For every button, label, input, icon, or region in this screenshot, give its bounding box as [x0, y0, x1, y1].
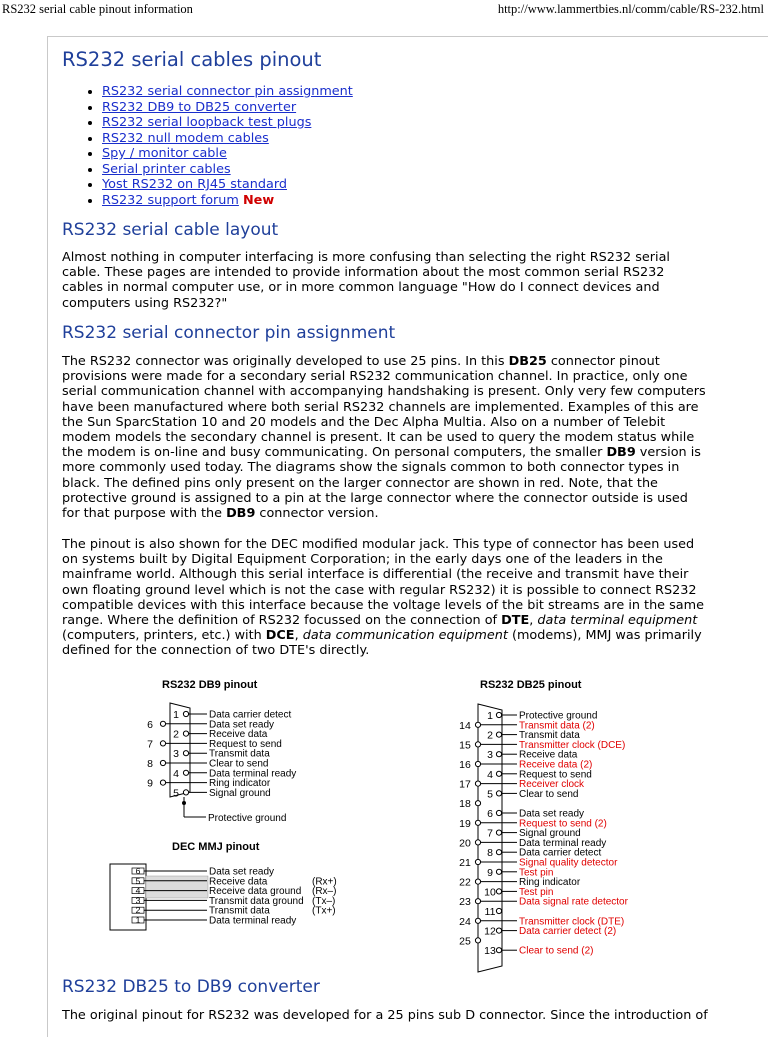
db9-pin	[183, 790, 188, 795]
db9-pin	[160, 780, 165, 785]
nav-link-db9-db25-converter[interactable]: RS232 DB9 to DB25 converter	[102, 99, 297, 115]
mmj-pin-label: Data terminal ready	[209, 915, 297, 927]
mmj-pin-number: 3	[135, 895, 141, 906]
db9-pin-number: 6	[147, 718, 153, 731]
db25-pin-label: Receive data (2)	[519, 759, 593, 771]
new-badge: New	[242, 192, 275, 208]
db9-pin-number: 9	[147, 777, 153, 790]
heading-cable-layout: RS232 serial cable layout	[62, 220, 279, 240]
db9-pin-number: 5	[173, 787, 179, 800]
db9-pin-label: Data set ready	[209, 719, 275, 731]
mmj-pin-label: Data set ready	[209, 866, 275, 878]
mmj-pinout-diagram	[110, 841, 337, 930]
db25-pin	[475, 840, 480, 845]
db25-pin-number: 24	[459, 915, 471, 928]
db25-pin	[475, 761, 480, 766]
db25-pin-number: 3	[487, 749, 493, 762]
db25-pinout-diagram	[459, 679, 628, 972]
db25-pin-label: Data carrier detect	[519, 847, 602, 859]
db25-pin-number: 17	[459, 778, 471, 791]
db25-pin	[496, 771, 501, 776]
db9-pin-label: Transmit data	[209, 748, 270, 760]
db9-pin	[160, 741, 165, 746]
page-title: RS232 serial cables pinout	[62, 48, 322, 71]
db9-pin	[160, 721, 165, 726]
mmj-pin-number: 5	[135, 875, 141, 886]
nav-link-null-modem[interactable]: RS232 null modem cables	[102, 130, 269, 146]
mmj-title: DEC MMJ pinout	[172, 841, 260, 853]
db25-pin-number: 2	[487, 729, 493, 742]
heading-db25-db9-converter: RS232 DB25 to DB9 converter	[62, 977, 320, 997]
db25-pin-number: 13	[484, 945, 496, 958]
db25-pin	[475, 722, 480, 727]
db25-pin	[496, 830, 501, 835]
db25-pin-number: 19	[459, 817, 471, 830]
db25-pin-number: 14	[459, 719, 471, 732]
db25-pin	[475, 938, 480, 943]
db9-ground-label: Protective ground	[208, 813, 287, 824]
db9-pin-label: Data carrier detect	[209, 709, 292, 721]
nav-link-spy-monitor[interactable]: Spy / monitor cable	[102, 146, 227, 161]
db25-pin	[496, 948, 501, 953]
db9-pin-label: Request to send	[209, 738, 282, 750]
db25-pin-number: 15	[459, 739, 471, 752]
db9-pin-label: Clear to send	[209, 758, 269, 770]
db25-pin-number: 11	[484, 906, 496, 918]
page-url-header: http://www.lammertbies.nl/comm/cable/RS-232.html	[497, 2, 764, 16]
db25-pin	[496, 752, 501, 757]
db9-pin	[183, 770, 188, 775]
db9-pin-label: Receive data	[209, 729, 268, 741]
db9-pin	[183, 751, 188, 756]
paragraph-pin-assignment-2: The pinout is also shown for the DEC modified modular jack. This type of connector has been used on systems built by Digital Equipment Corporation; in the early days one of the leaders in the mainframe world. Although this serial interface is differential (the receive and transmit have their own floating ground level which is not the case with regular RS232) it is possible to connect RS232 compatible devices with this interface because the voltage levels of the bit streams are in the same range. Where the definition of RS232 focussed on the connection of DTE, data terminal equipment (computers, printers, etc.) with DCE, data communication equipment (modems), MMJ was primarily defined for the connection of two DTE's directly.	[62, 537, 704, 659]
db25-pin	[475, 899, 480, 904]
mmj-signal-tag: (Rx+)	[312, 876, 337, 888]
db25-title: RS232 DB25 pinout	[480, 679, 582, 691]
db25-pin-label: Transmitter clock (DTE)	[519, 916, 625, 928]
mmj-signal-tag: (Tx+)	[312, 905, 336, 917]
paragraph-pin-assignment-1: The RS232 connector was originally developed to use 25 pins. In this DB25 connector pinout provisions were made for a secondary serial RS232 communication channel. In practice, only one serial communication channel with accompanying handshaking is present. Only very few computers have been manufactured where both serial RS232 channels are implemented. Examples of this are the Sun SparcStation 10 and 20 models and the Dec Alpha Multia. Also on a number of Telebit modem models the secondary channel is present. It can be used to query the modem status while the modem is on-line and busy communicating. On personal computers, the smaller DB9 version is more commonly used today. The diagrams show the signals common to both connector types in black. The defined pins only present on the larger connector are shown in red. Note, that the protective ground is assigned to a pin at the large connector where the connector outside is used for that purpose with the DB9 connector version.	[62, 354, 706, 522]
db9-pin-label: Ring indicator	[209, 778, 271, 790]
db25-pin	[496, 869, 501, 874]
db25-pin-label: Ring indicator	[519, 877, 581, 889]
mmj-signal-tag: (Rx–)	[312, 886, 337, 898]
db25-pin	[496, 712, 501, 717]
db25-pin-number: 25	[459, 935, 471, 948]
db25-pin-number: 10	[484, 886, 496, 899]
db25-pin-number: 20	[459, 837, 471, 850]
db25-pin-label: Test pin	[519, 867, 554, 879]
mmj-pin-label: Receive data ground	[209, 886, 302, 898]
db25-pin	[475, 801, 480, 806]
db25-pin-label: Data set ready	[519, 808, 585, 820]
db25-pin-label: Data signal rate detector	[519, 896, 628, 908]
db25-pin-label: Request to send (2)	[519, 818, 607, 830]
db25-pin	[475, 742, 480, 747]
db25-pin-label: Data carrier detect (2)	[519, 926, 617, 938]
db9-pin-number: 8	[147, 758, 153, 770]
db9-ground-dot	[182, 801, 186, 805]
db9-pin-label: Signal ground	[209, 787, 271, 799]
db25-pin-label: Clear to send	[519, 788, 579, 800]
mmj-pin-number: 6	[135, 866, 141, 876]
db9-pinout-diagram	[147, 679, 296, 824]
mmj-pin-label: Receive data	[209, 876, 268, 888]
db25-pin-label: Transmit data	[519, 730, 580, 742]
db25-pin-number: 7	[487, 827, 493, 840]
db25-pin-number: 8	[487, 847, 493, 860]
db25-pin	[496, 732, 501, 737]
db25-pin-label: Receive data	[519, 749, 578, 761]
db25-pin	[496, 850, 501, 855]
db25-pin	[475, 918, 480, 923]
db9-pin	[183, 711, 188, 716]
nav-link-loopback-plugs[interactable]: RS232 serial loopback test plugs	[102, 115, 312, 130]
mmj-pin-number: 1	[135, 915, 141, 925]
db25-pin-number: 1	[487, 710, 493, 722]
db25-pin-label: Request to send	[519, 769, 592, 781]
db25-pin	[496, 791, 501, 796]
db25-pin-label: Data terminal ready	[519, 837, 607, 849]
db25-pin-label: Test pin	[519, 886, 554, 898]
db25-pin-number: 23	[459, 896, 471, 909]
nav-link-support-forum[interactable]: RS232 support forum	[102, 192, 239, 208]
mmj-pin-number: 2	[135, 905, 141, 916]
db25-pin	[475, 820, 480, 825]
mmj-key-tab	[146, 876, 208, 898]
db9-pin-number: 4	[173, 767, 179, 780]
db25-pin-number: 5	[487, 788, 493, 801]
db25-pin-label: Signal quality detector	[519, 857, 618, 869]
db25-pin	[496, 889, 501, 894]
db9-pin-label: Data terminal ready	[209, 768, 297, 780]
db25-pin-number: 6	[487, 808, 493, 820]
db25-pin	[496, 928, 501, 933]
paragraph-cable-layout: Almost nothing in computer interfacing is more confusing than selecting the right RS232 serial cable. These pages are intended to provide information about the most common serial RS232 cables in normal computer use, or in more common language "How do I connect devices and computers using RS232?"	[62, 250, 670, 311]
db25-pin-label: Receiver clock	[519, 779, 585, 791]
db25-pin-number: 22	[459, 876, 471, 889]
mmj-signal-tag: (Tx–)	[312, 895, 336, 907]
db25-pin-number: 4	[487, 768, 493, 781]
db25-pin-label: Clear to send (2)	[519, 945, 594, 957]
db25-pin-number: 18	[459, 798, 471, 811]
db25-pin-number: 21	[459, 857, 471, 869]
db25-pin-number: 16	[459, 759, 471, 771]
db9-title: RS232 DB9 pinout	[162, 679, 258, 691]
db25-pin	[475, 879, 480, 884]
db25-pin-number: 9	[487, 866, 493, 879]
nav-link-printer-cables[interactable]: Serial printer cables	[102, 161, 231, 177]
db25-pin	[496, 810, 501, 815]
db25-pin	[475, 781, 480, 786]
db9-pin-number: 7	[147, 738, 153, 751]
db25-pin-label: Protective ground	[519, 710, 598, 722]
db9-pin-number: 3	[173, 748, 179, 761]
heading-pin-assignment: RS232 serial connector pin assignment	[62, 323, 396, 343]
db25-pin	[496, 908, 501, 913]
paragraph-converter: The original pinout for RS232 was developed for a 25 pins sub D connector. Since the introduction of	[62, 1008, 708, 1023]
db25-pin-number: 12	[484, 925, 496, 938]
db25-pin-label: Transmitter clock (DCE)	[519, 739, 626, 751]
db25-pin	[475, 859, 480, 864]
mmj-pin-label: Transmit data ground	[209, 895, 304, 907]
db9-pin-number: 1	[173, 709, 179, 721]
db9-pin	[183, 731, 188, 736]
db25-pin-label: Signal ground	[519, 828, 581, 840]
nav-link-yost-rj45[interactable]: Yost RS232 on RJ45 standard	[102, 177, 287, 192]
mmj-pin-number: 4	[135, 885, 141, 896]
db25-pin-label: Transmit data (2)	[519, 720, 595, 732]
nav-link-pin-assignment[interactable]: RS232 serial connector pin assignment	[102, 84, 353, 99]
page-title-header: RS232 serial cable pinout information	[2, 2, 193, 16]
mmj-pin-label: Transmit data	[209, 905, 270, 917]
db9-pin	[160, 760, 165, 765]
db9-pin-number: 2	[173, 728, 179, 741]
